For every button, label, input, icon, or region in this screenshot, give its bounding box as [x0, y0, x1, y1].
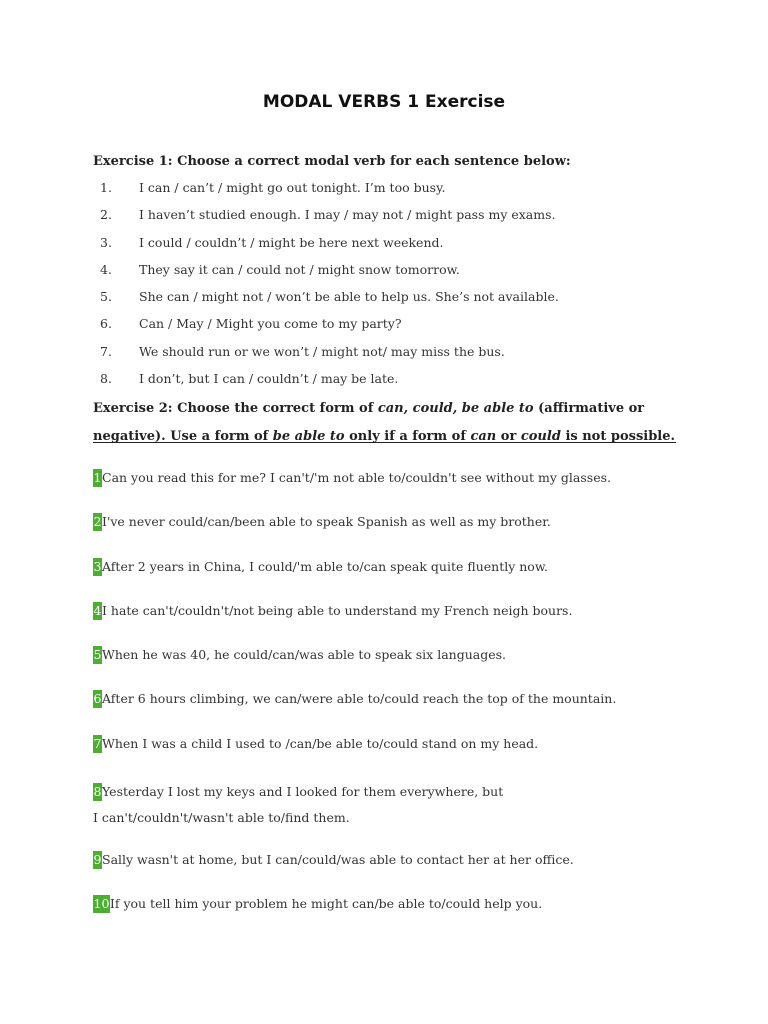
item-number-badge: 2	[93, 514, 102, 530]
heading-emphasis: can, could, be able to	[377, 401, 534, 416]
list-item	[93, 645, 616, 689]
list-item	[93, 512, 616, 556]
item-number-badge: 10	[93, 895, 110, 911]
list-item	[93, 557, 616, 601]
item-number-badge: 8	[93, 784, 102, 800]
list-item	[93, 894, 616, 938]
item-text: If you tell him your problem he might can/be able to/could help you.	[109, 895, 543, 911]
item-text: I can / can’t / might go out tonight. I’m too busy.	[139, 180, 446, 195]
item-number-badge: 3	[93, 558, 102, 574]
item-number-badge: 1	[93, 470, 102, 485]
exercise2-list	[93, 468, 616, 938]
item-number: 3.	[100, 234, 112, 250]
heading-underline	[93, 442, 676, 443]
heading-emphasis: be able to	[272, 429, 345, 444]
item-text: Can / May / Might you come to my party?	[139, 316, 402, 332]
item-text: After 2 years in China, I could/'m able to/can speak quite fluently now.	[102, 558, 549, 574]
item-text: I haven’t studied enough. I may / may not / might pass my exams.	[139, 207, 556, 223]
item-text: Sally wasn't at home, but I can/could/was able to contact her at her office.	[102, 851, 574, 867]
list-item	[93, 778, 616, 850]
list-item	[93, 601, 616, 645]
heading-text: or	[496, 429, 521, 444]
item-number-badge: 7	[93, 735, 102, 751]
item-text: I could / couldn’t / might be here next weekend.	[139, 234, 444, 250]
item-text: After 6 hours climbing, we can/were able to/could reach the top of the mountain.	[102, 691, 617, 707]
item-number: 7.	[100, 343, 112, 359]
item-number: 4.	[100, 261, 112, 277]
list-item	[93, 734, 616, 778]
item-number-badge: 5	[93, 647, 102, 663]
item-text: Yesterday I lost my keys and I looked for them everywhere, but	[102, 784, 504, 800]
item-number-badge: 6	[93, 691, 102, 707]
heading-text: Exercise 2: Choose the correct form of	[93, 401, 378, 416]
heading-text: only if a form of	[344, 429, 471, 444]
item-number: 1.	[100, 180, 112, 195]
list-item	[93, 850, 616, 894]
list-item	[93, 689, 616, 733]
item-number: 8.	[100, 371, 112, 387]
exercise1-heading: Exercise 1: Choose a correct modal verb for each sentence below:	[93, 154, 571, 169]
heading-text: (affirmative or negative). Use a form of	[93, 401, 645, 444]
item-text: She can / might not / won’t be able to help us. She’s not available.	[139, 289, 559, 305]
item-text: I hate can't/couldn't/not being able to understand my French neigh bours.	[102, 602, 573, 618]
item-number: 2.	[100, 207, 112, 223]
item-text: When he was 40, he could/can/was able to speak six languages.	[102, 647, 506, 663]
heading-text: is not possible.	[560, 429, 676, 444]
page-title: MODAL VERBS 1 Exercise	[262, 92, 506, 112]
heading-emphasis: could	[520, 429, 561, 444]
item-number-badge: 4	[93, 602, 102, 618]
item-text: I've never could/can/been able to speak Spanish as well as my brother.	[102, 514, 551, 530]
item-text: We should run or we won’t / might not/ may miss the bus.	[139, 343, 505, 359]
item-number: 5.	[100, 289, 112, 305]
item-text: When I was a child I used to /can/be able to/could stand on my head.	[102, 735, 539, 751]
item-text: They say it can / could not / might snow tomorrow.	[139, 261, 460, 277]
heading-emphasis: can	[470, 429, 497, 444]
list-item	[93, 468, 616, 512]
item-text: Can you read this for me? I can't/'m not able to/couldn't see without my glasses.	[102, 470, 611, 485]
item-number-badge: 9	[93, 851, 102, 867]
item-number: 6.	[100, 316, 112, 332]
item-text-continued: I can't/couldn't/wasn't able to/find them.	[93, 810, 350, 826]
item-text: I don’t, but I can / couldn’t / may be late.	[139, 371, 399, 387]
